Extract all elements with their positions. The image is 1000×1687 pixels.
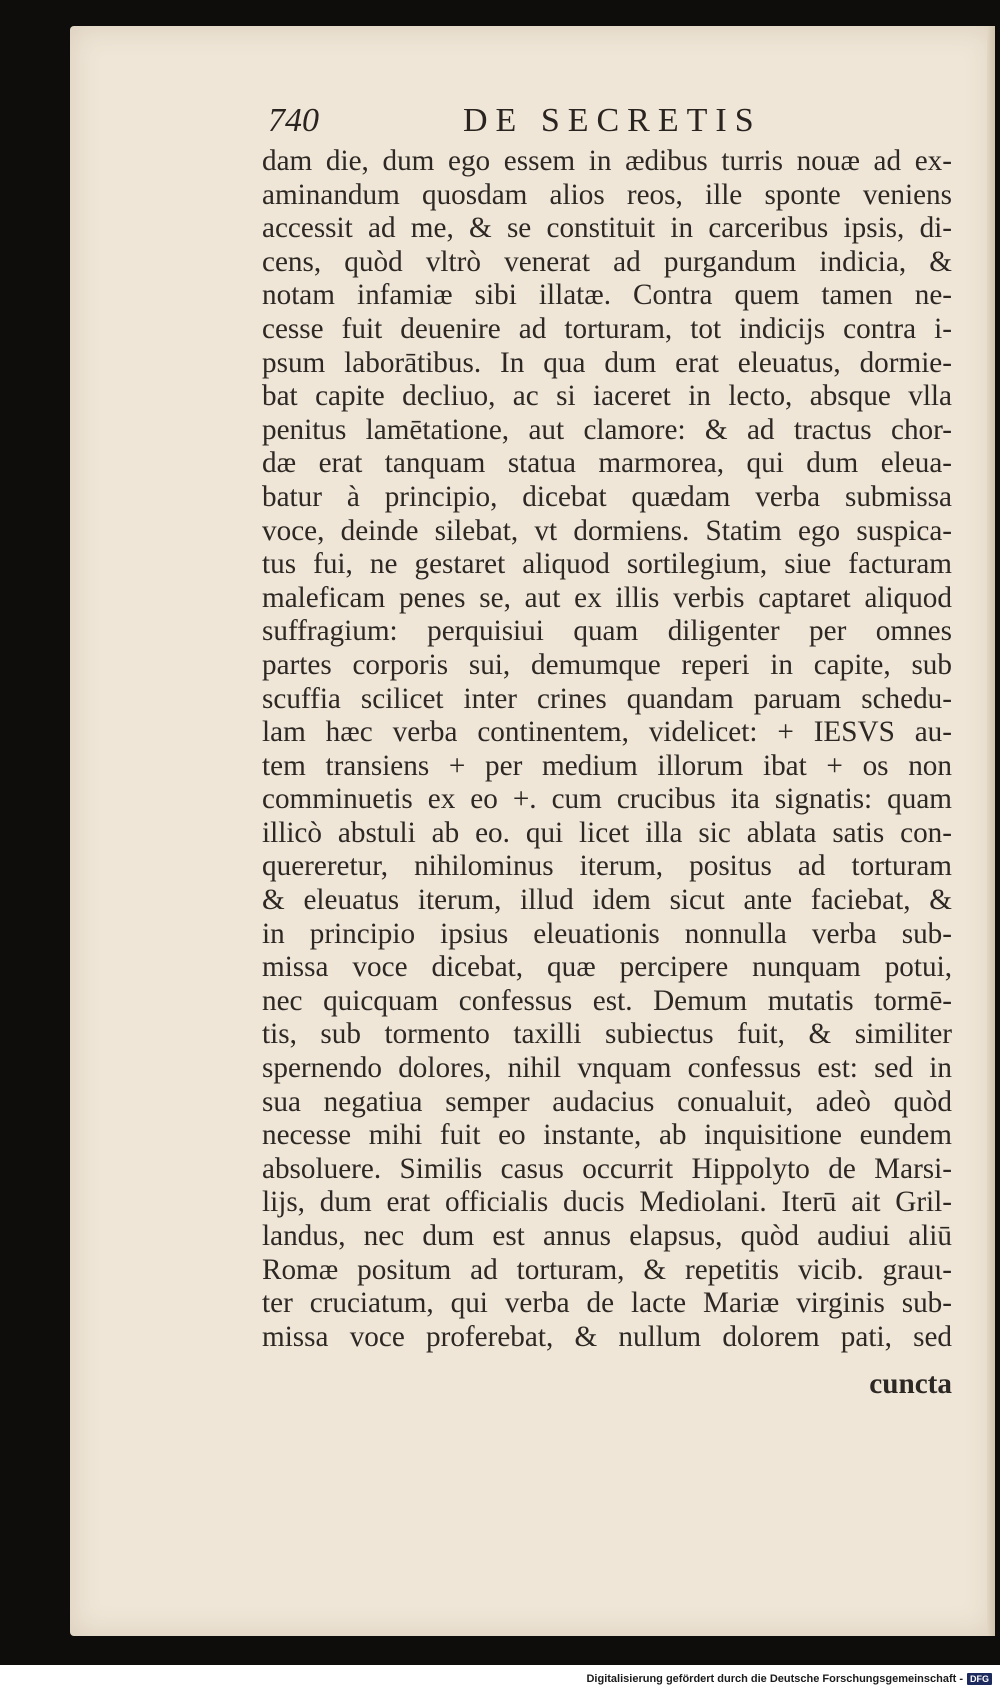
text-line: partes corporis sui, demumque reperi in capite, sub [262,648,952,681]
footer-credit [586,1671,992,1687]
text-line: maleficam penes se, aut ex illis verbis captaret aliquod [262,581,952,614]
text-line: tis, sub tormento taxilli subiectus fuit, & similiter [262,1018,952,1051]
page-number: 740 [268,102,319,139]
page-header [268,102,908,142]
text-line: penitus lamētatione, aut clamore: & ad tractus chor- [262,413,952,446]
text-line: sua negatiua semper audacius conualuit, adeò quòd [262,1085,952,1118]
text-line: dæ erat tanquam statua marmorea, qui dum eleua- [262,447,952,480]
text-line: scuffia scilicet inter crines quandam paruam schedu- [262,682,952,715]
text-line: nec quicquam confessus est. Demum mutatis tormē- [262,984,952,1017]
page-edge [987,26,995,1636]
text-line: tus fui, ne gestaret aliquod sortilegium, siue facturam [262,548,952,581]
text-line: absoluere. Similis casus occurrit Hippolyto de Marsi- [262,1152,952,1185]
body-text [262,145,952,1400]
text-line: missa voce proferebat, & nullum dolorem pati, sed [262,1320,952,1353]
text-line: & eleuatus iterum, illud idem sicut ante faciebat, & [262,884,952,917]
text-line: quereretur, nihilominus iterum, positus ad torturam [262,850,952,883]
funding-credit: Digitalisierung gefördert durch die Deutsche Forschungsgemeinschaft - [586,1673,963,1685]
text-line: voce, deinde silebat, vt dormiens. Statim ego suspica- [262,514,952,547]
text-line: ter cruciatum, qui verba de lacte Mariæ virginis sub- [262,1287,952,1320]
text-line: notam infamiæ sibi illatæ. Contra quem tamen ne- [262,279,952,312]
catchword: cuncta [869,1368,952,1400]
text-line: batur à principio, dicebat quædam verba submissa [262,480,952,513]
text-line: spernendo dolores, nihil vnquam confessus est: sed in [262,1052,952,1085]
text-line: cens, quòd vltrò venerat ad purgandum indicia, & [262,245,952,278]
text-line: cesse fuit deuenire ad torturam, tot indicijs contra i- [262,312,952,345]
text-line: psum laborātibus. In qua dum erat eleuatus, dormie- [262,346,952,379]
text-line: lijs, dum erat officialis ducis Mediolani. Iterū ait Gril- [262,1186,952,1219]
text-line: illicò abstuli ab eo. qui licet illa sic ablata satis con- [262,816,952,849]
text-line: necesse mihi fuit eo instante, ab inquisitione eundem [262,1119,952,1152]
running-title: DE SECRETIS [463,102,762,139]
dfg-logo: DFG [967,1673,992,1685]
text-line: missa voce dicebat, quæ percipere nunquam potui, [262,951,952,984]
text-line: landus, nec dum est annus elapsus, quòd audiui aliū [262,1220,952,1252]
text-line: tem transiens + per medium illorum ibat + os non [262,749,952,782]
text-line: comminuetis ex eo +. cum crucibus ita signatis: quam [262,783,952,816]
text-line: aminandum quosdam alios reos, ille sponte veniens [262,178,952,211]
text-line: bat capite decliuo, ac si iaceret in lecto, absque vlla [262,380,952,413]
text-line: accessit ad me, & se constituit in carceribus ipsis, di- [262,212,952,245]
text-line: in principio ipsius eleuationis nonnulla verba sub- [262,917,952,950]
text-line: lam hæc verba continentem, videlicet: + IESVS au- [262,716,952,749]
text-line: dam die, dum ego essem in ædibus turris nouæ ad ex- [262,145,952,177]
text-line: Romæ positum ad torturam, & repetitis vicib. grauι- [262,1253,952,1286]
text-line: suffragium: perquisiui quam diligenter per omnes [262,615,952,648]
